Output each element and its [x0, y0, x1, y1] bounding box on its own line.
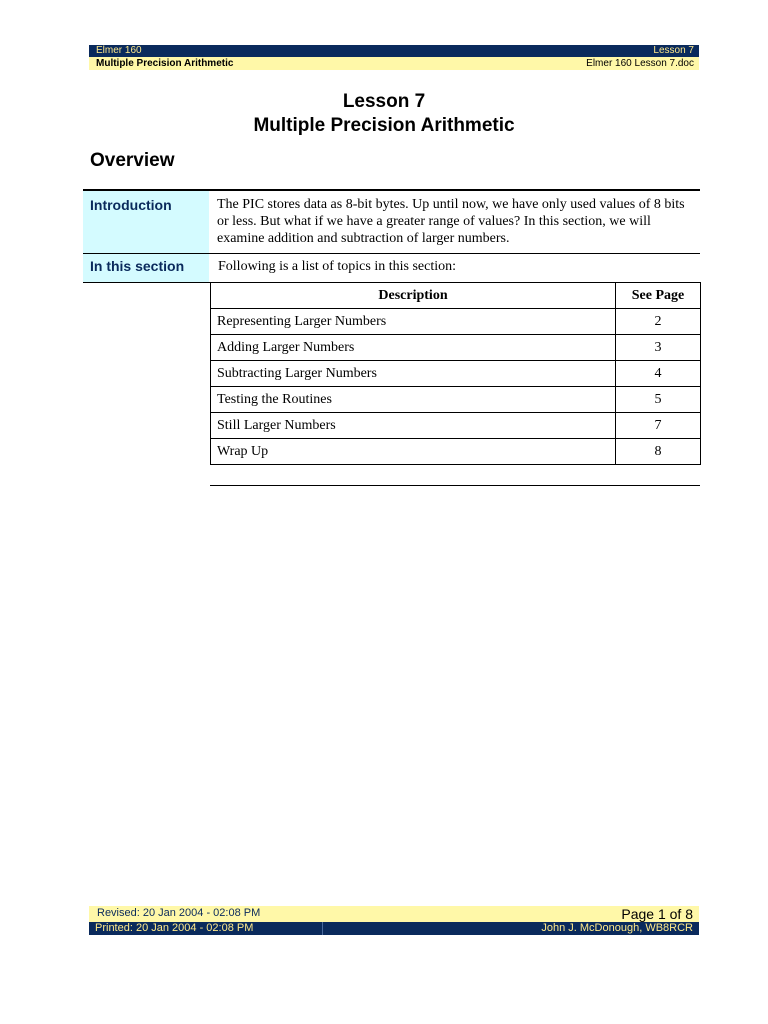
in-this-section-lead: Following is a list of topics in this section: [218, 259, 456, 274]
page-title-line2: Multiple Precision Arithmetic [253, 115, 515, 136]
table-header-row [211, 283, 701, 309]
column-header-see-page: See Page [616, 283, 701, 309]
topic-description: Representing Larger Numbers [211, 309, 616, 335]
topic-page: 4 [616, 361, 701, 387]
header-course: Elmer 160 [96, 45, 142, 56]
header-filename: Elmer 160 Lesson 7.doc [586, 58, 694, 69]
topic-description: Adding Larger Numbers [211, 335, 616, 361]
section-heading: Overview [90, 150, 175, 171]
footer-bar-top [89, 906, 699, 922]
table-row [211, 387, 701, 413]
topic-page: 7 [616, 413, 701, 439]
topic-page: 3 [616, 335, 701, 361]
header-bar-top [89, 45, 699, 57]
topic-page: 5 [616, 387, 701, 413]
introduction-text: The PIC stores data as 8-bit bytes. Up until now, we have only used values of 8 bits or less. But what if we have a greater range of values? In this section, we will examine addition and subtraction of larger numbers. [217, 197, 685, 246]
in-this-section-label: In this section [83, 254, 209, 282]
table-row [211, 361, 701, 387]
footer-printed: Printed: 20 Jan 2004 - 02:08 PM [95, 922, 254, 934]
footer-bar-bottom [89, 922, 699, 935]
column-header-description: Description [211, 283, 616, 309]
label-bottom-rule [83, 282, 210, 283]
topic-description: Still Larger Numbers [211, 413, 616, 439]
table-row [211, 335, 701, 361]
section-end-rule [210, 485, 700, 486]
topic-description: Wrap Up [211, 439, 616, 465]
header-lesson: Lesson 7 [653, 45, 694, 56]
topic-description: Subtracting Larger Numbers [211, 361, 616, 387]
footer-revised: Revised: 20 Jan 2004 - 02:08 PM [97, 907, 261, 919]
footer-separator [322, 922, 323, 935]
table-row [211, 413, 701, 439]
table-row [211, 439, 701, 465]
header-bar-bottom [89, 57, 699, 70]
topics-table [210, 282, 701, 465]
topic-description: Testing the Routines [211, 387, 616, 413]
footer-page-number: Page 1 of 8 [621, 906, 693, 922]
table-row [211, 309, 701, 335]
header-subject: Multiple Precision Arithmetic [96, 58, 234, 69]
introduction-label: Introduction [83, 191, 209, 253]
footer-author: John J. McDonough, WB8RCR [541, 922, 693, 934]
topic-page: 8 [616, 439, 701, 465]
topic-page: 2 [616, 309, 701, 335]
page-title-line1: Lesson 7 [342, 91, 426, 112]
